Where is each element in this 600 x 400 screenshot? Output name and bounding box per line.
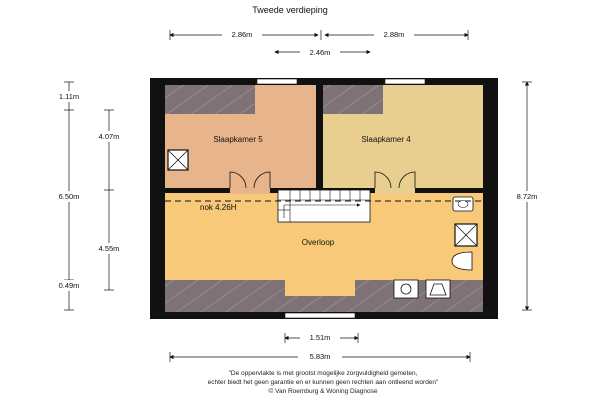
plan-title: Tweede verdieping (252, 5, 328, 15)
dim-left-b: 4.07m (98, 132, 120, 141)
disclaimer-line-3: © Van Roemburg & Woning Diagnose (268, 388, 378, 395)
dimension-left (52, 82, 126, 310)
dim-left-d: 0.49m (58, 281, 80, 290)
dimension-top (170, 29, 468, 57)
label-slaapkamer-4: Slaapkamer 4 (361, 135, 411, 144)
shaft-slaapkamer-5 (168, 150, 188, 170)
dimension-bottom (170, 332, 470, 362)
door-slaapkamer-4 (375, 187, 415, 194)
label-slaapkamer-5: Slaapkamer 5 (213, 135, 263, 144)
window-top-left (257, 79, 297, 84)
label-nok: nok 4.26H (200, 203, 237, 212)
disclaimer-line-2: echter biedt het geen garantie en er kunnen geen rechten aan ontleend worden" (207, 379, 439, 386)
roof-slope-overloop-left (165, 280, 285, 312)
interior-wall-vertical (316, 85, 323, 193)
shaft-overloop (455, 224, 477, 246)
dim-bottom-small: 1.51m (309, 333, 331, 342)
dim-left-a: 1.11m (58, 92, 80, 101)
label-overloop: Overloop (301, 238, 335, 247)
staircase (278, 190, 370, 222)
sink-icon (453, 197, 473, 211)
roof-slope-overloop-right (355, 280, 483, 312)
dim-top-middle: 2.46m (309, 48, 331, 57)
door-slaapkamer-5 (230, 187, 270, 194)
dim-left-c: 4.55m (98, 244, 120, 253)
dryer-icon (426, 280, 450, 298)
washing-machine-icon (394, 280, 418, 298)
dim-left-total: 6.50m (58, 192, 80, 201)
dim-top-right: 2.88m (383, 30, 405, 39)
window-bottom (285, 313, 355, 318)
window-top-right (385, 79, 425, 84)
dim-top-left: 2.86m (231, 30, 253, 39)
overloop-dormer (285, 280, 355, 296)
roof-slope-sk4 (323, 85, 383, 114)
disclaimer-line-1: "De oppervlakte is met grootst mogelijke zorgvuldigheid gemeten, (228, 370, 418, 377)
dim-bottom-total: 5.83m (309, 352, 331, 361)
dimension-right (510, 82, 546, 310)
dim-right-total: 8.72m (516, 192, 538, 201)
roof-slope-sk5 (165, 85, 255, 114)
